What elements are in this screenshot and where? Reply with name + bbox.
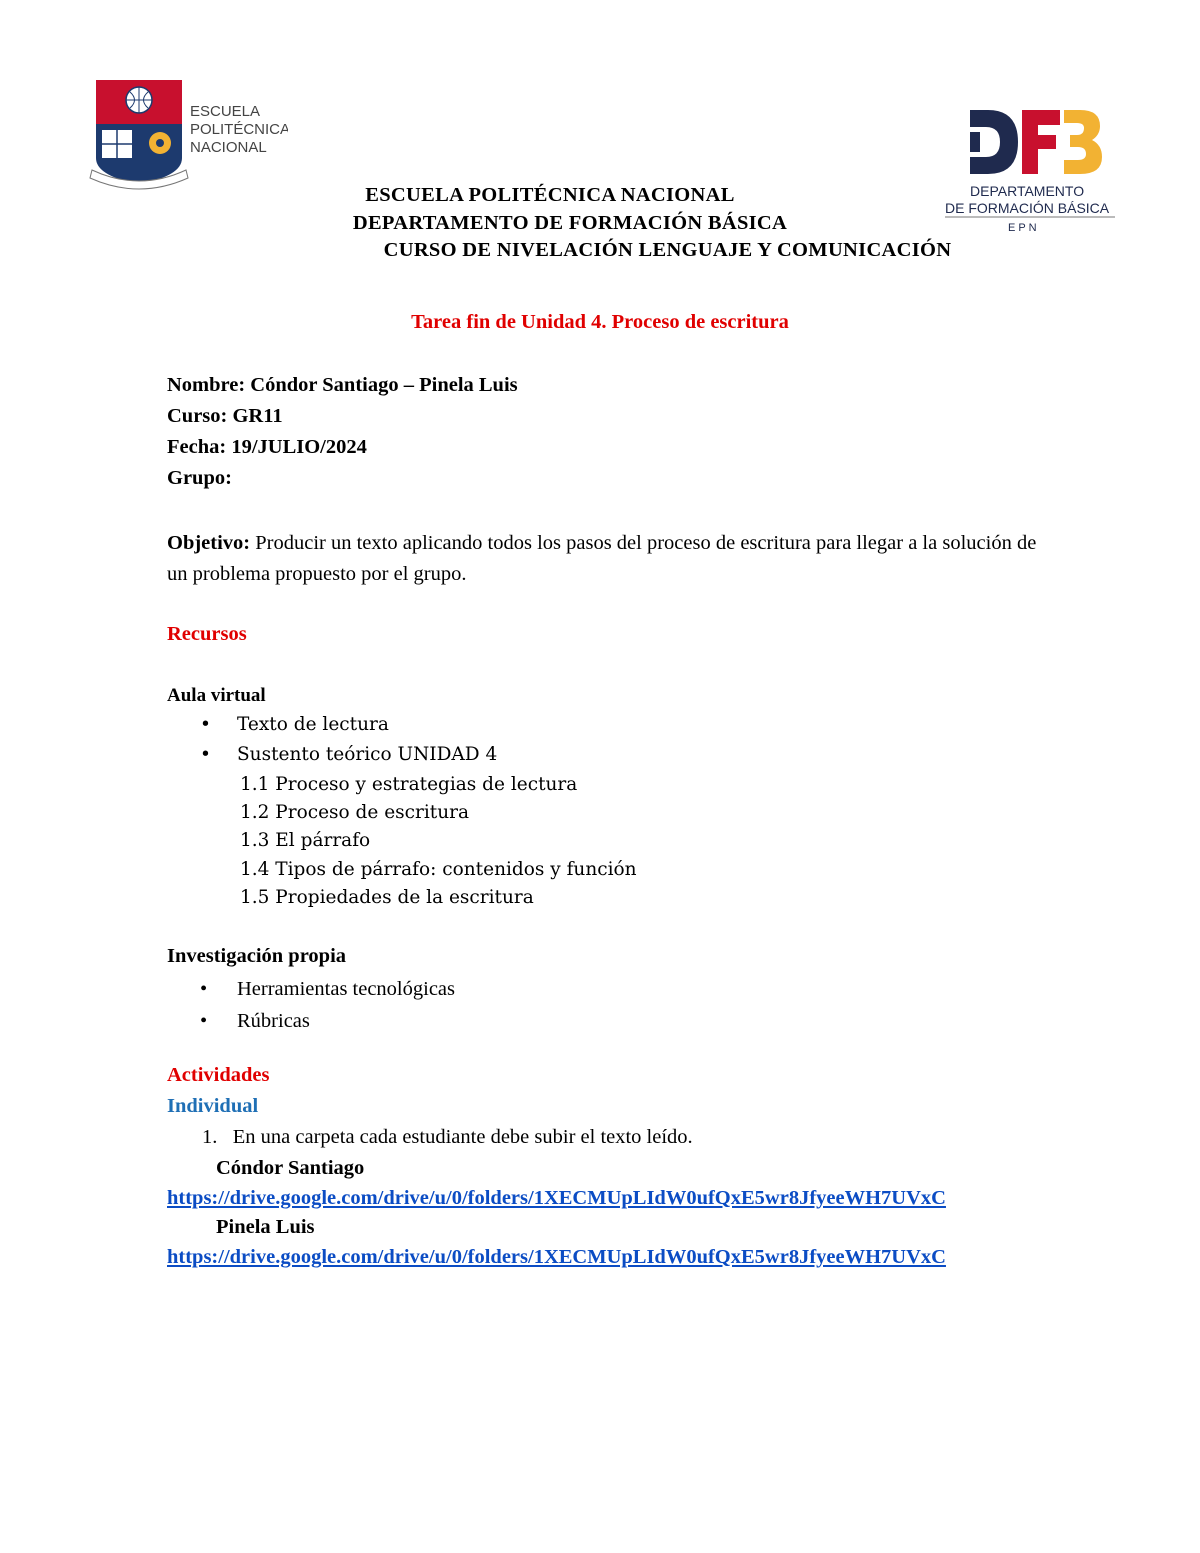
list-item (200, 714, 389, 735)
sub-list-item: 1.5 Propiedades de la escritura (240, 887, 534, 908)
objective-label: Objetivo: (167, 532, 251, 554)
header-line-3: CURSO DE NIVELACIÓN LENGUAJE Y COMUNICACIÓN (383, 239, 952, 261)
aula-virtual-heading: Aula virtual (167, 685, 266, 706)
dfb-logo-line2: DE FORMACIÓN BÁSICA (945, 200, 1110, 216)
objective-text: Producir un texto aplicando todos los pasos del proceso de escritura para llegar a la solución de un problema propuesto por el grupo. (167, 532, 1037, 585)
student-name-2: Pinela Luis (216, 1216, 315, 1238)
resources-heading: Recursos (167, 623, 247, 645)
list-item (200, 1010, 310, 1033)
field-grupo: Grupo: (167, 467, 232, 489)
individual-heading: Individual (167, 1095, 259, 1117)
bullet-icon: • (200, 1010, 208, 1032)
sub-list-item: 1.2 Proceso de escritura (240, 802, 470, 823)
student-name-1: Cóndor Santiago (216, 1157, 365, 1179)
dfb-logo-line3: E P N (1008, 222, 1037, 234)
bullet-icon: • (200, 714, 211, 735)
drive-link-2[interactable]: https://drive.google.com/drive/u/0/folders/1XECMUpLIdW0ufQxE5wr8JfyeeWH7UVxC (167, 1246, 946, 1268)
header-line-2: DEPARTAMENTO DE FORMACIÓN BÁSICA (352, 212, 788, 234)
epn-logo-line3: NACIONAL (190, 139, 267, 156)
epn-logo-line2: POLITÉCNICA (190, 121, 288, 138)
field-curso: Curso: GR11 (167, 405, 283, 427)
objective-paragraph (167, 528, 1047, 590)
bullet-icon: • (200, 978, 208, 1000)
research-heading: Investigación propia (167, 945, 347, 967)
header-line-1: ESCUELA POLITÉCNICA NACIONAL (365, 184, 735, 206)
list-item (200, 744, 497, 765)
list-item (200, 978, 455, 1001)
drive-link-1[interactable]: https://drive.google.com/drive/u/0/folders/1XECMUpLIdW0ufQxE5wr8JfyeeWH7UVxC (167, 1187, 946, 1209)
bullet-icon: • (200, 744, 211, 765)
sub-list-item: 1.4 Tipos de párrafo: contenidos y función (240, 859, 637, 880)
activities-heading: Actividades (167, 1064, 270, 1086)
dfb-logo-line1: DEPARTAMENTO (970, 183, 1085, 199)
task-title: Tarea fin de Unidad 4. Proceso de escritura (411, 311, 789, 333)
activity-step-1: 1. En una carpeta cada estudiante debe subir el texto leído. (202, 1126, 693, 1148)
sub-list-item: 1.1 Proceso y estrategias de lectura (240, 774, 578, 795)
list-item-label: Rúbricas (237, 1010, 310, 1032)
list-item-label: Sustento teórico UNIDAD 4 (237, 744, 498, 765)
list-item-label: Herramientas tecnológicas (237, 978, 456, 1000)
field-nombre: Nombre: Cóndor Santiago – Pinela Luis (167, 374, 518, 396)
sub-list-item: 1.3 El párrafo (240, 830, 371, 851)
field-fecha: Fecha: 19/JULIO/2024 (167, 436, 367, 458)
epn-logo-line1: ESCUELA (190, 103, 261, 120)
epn-logo (88, 80, 288, 195)
list-item-label: Texto de lectura (237, 714, 389, 735)
